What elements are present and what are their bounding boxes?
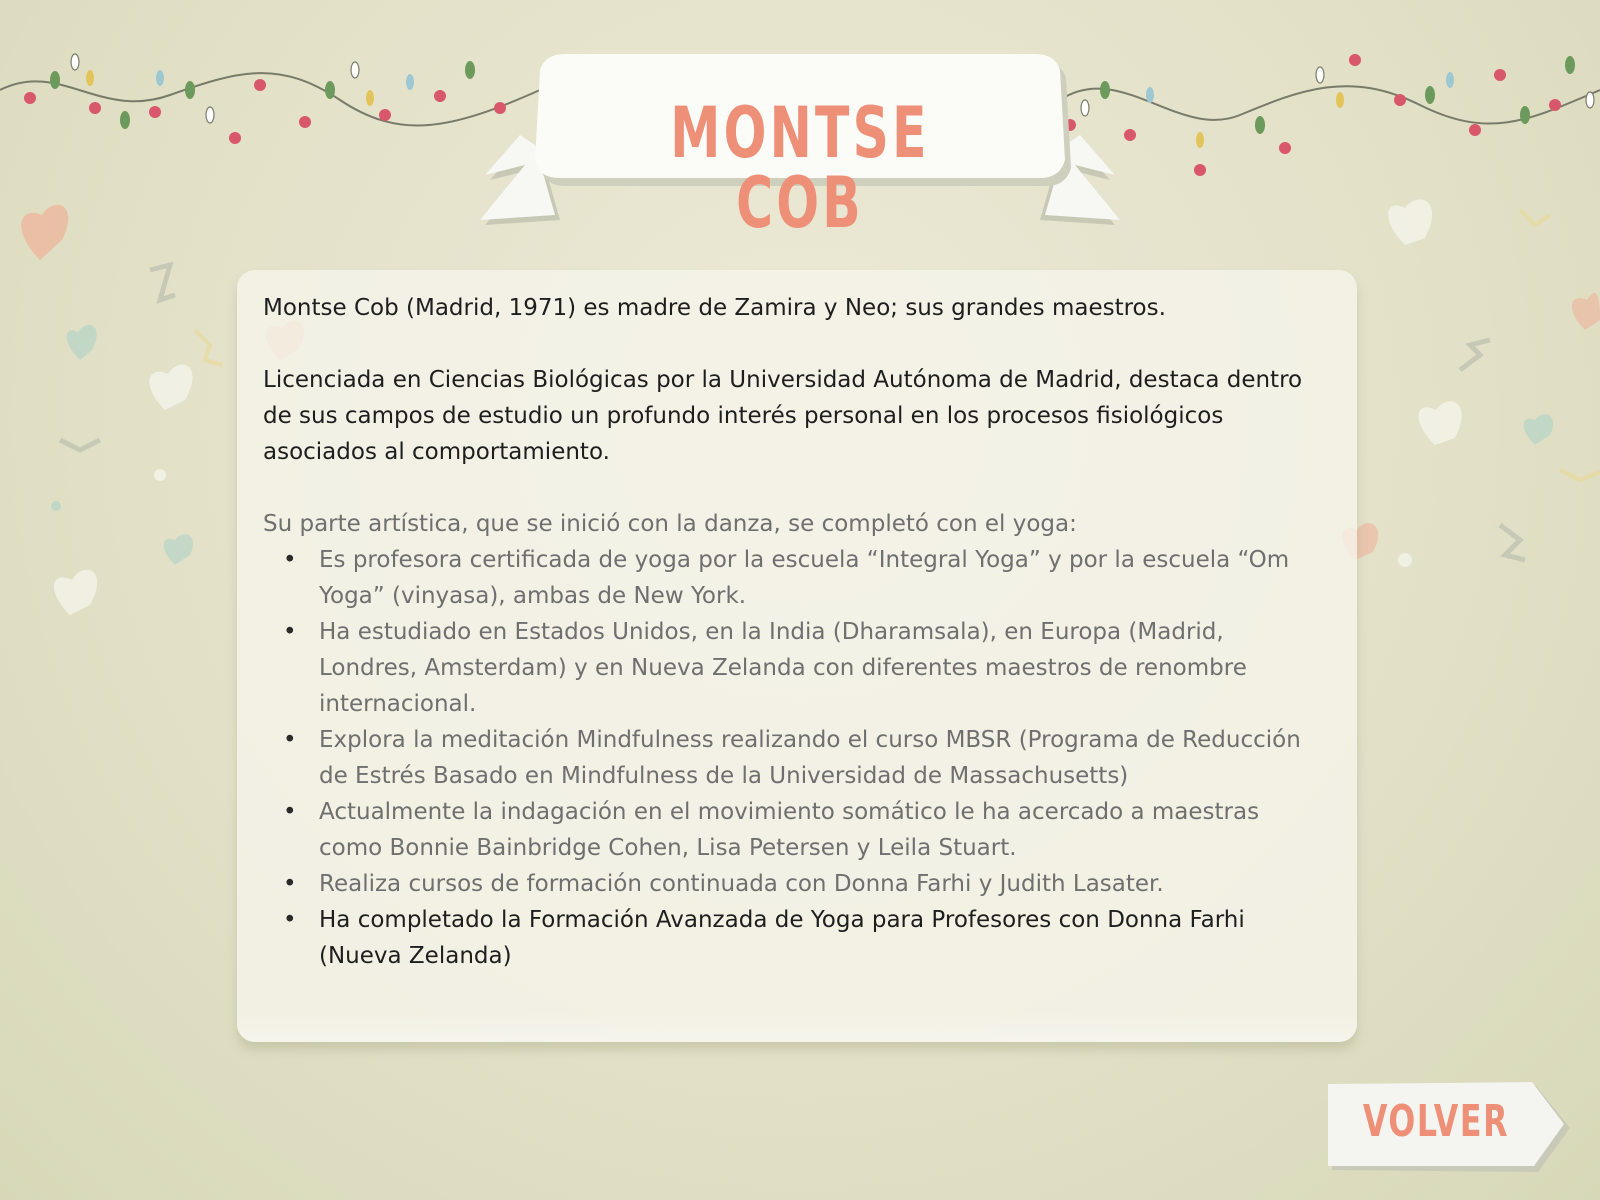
zigzag-decoration	[1500, 525, 1525, 560]
bio-list	[263, 542, 1323, 974]
bullet-icon	[283, 722, 297, 758]
zigzag-decoration	[195, 330, 222, 365]
list-item	[319, 722, 1323, 794]
list-item	[319, 902, 1323, 974]
bullet-icon	[283, 866, 297, 902]
list-item	[319, 794, 1323, 866]
bullet-icon	[283, 902, 297, 938]
zigzag-decoration	[1460, 340, 1490, 370]
bullet-icon	[283, 542, 297, 578]
heart-icon	[164, 534, 193, 565]
dot-decoration	[154, 469, 166, 481]
heart-icon	[21, 205, 68, 260]
list-item	[319, 866, 1323, 902]
heart-icon	[1419, 401, 1462, 445]
heart-icon	[149, 365, 192, 410]
zigzag-decoration	[60, 440, 100, 450]
list-item	[319, 542, 1323, 614]
list-item-text: Ha completado la Formación Avanzada de Yoga para Profesores con Donna Farhi (Nueva Zelanda)	[319, 907, 1245, 969]
bullet-icon	[283, 614, 297, 650]
zigzag-decoration	[1520, 210, 1550, 225]
bio-text	[263, 290, 1323, 1010]
list-item-text: Explora la meditación Mindfulness realizando el curso MBSR (Programa de Reducción de Estrés Basado en Mindfulness de la Universidad de Massachusetts)	[319, 727, 1301, 789]
bio-panel[interactable]	[237, 270, 1357, 1042]
dot-decoration	[1398, 553, 1412, 567]
heart-icon	[54, 570, 97, 615]
title-banner	[470, 50, 1130, 244]
bio-intro: Montse Cob (Madrid, 1971) es madre de Zamira y Neo; sus grandes maestros.	[263, 295, 1166, 321]
scroll-fade	[237, 1012, 1357, 1042]
bullet-icon	[283, 794, 297, 830]
back-button[interactable]	[1326, 1082, 1576, 1172]
list-item-text: Realiza cursos de formación continuada con Donna Farhi y Judith Lasater.	[319, 871, 1164, 897]
list-item-text: Actualmente la indagación en el movimiento somático le ha acercado a maestras como Bonnie Bainbridge Cohen, Lisa Petersen y Leila Stuart.	[319, 799, 1260, 861]
heart-icon	[1524, 414, 1553, 445]
zigzag-decoration	[150, 265, 175, 300]
list-item-text: Es profesora certificada de yoga por la escuela “Integral Yoga” y por la escuela “Om Yoga” (vinyasa), ambas de New York.	[319, 547, 1290, 609]
heart-icon	[67, 325, 97, 360]
list-item	[319, 614, 1323, 722]
bio-artistic-intro: Su parte artística, que se inició con la danza, se completó con el yoga:	[263, 511, 1077, 537]
dot-decoration	[51, 501, 61, 511]
page-title: MONTSE COB	[670, 92, 930, 244]
zigzag-decoration	[1560, 470, 1600, 480]
list-item-text: Ha estudiado en Estados Unidos, en la India (Dharamsala), en Europa (Madrid, Londres, Amsterdam) y en Nueva Zelanda con diferentes maestros de renombre internacional.	[319, 619, 1247, 717]
heart-icon	[1572, 293, 1600, 330]
bio-education: Licenciada en Ciencias Biológicas por la Universidad Autónoma de Madrid, destaca dentro de sus campos de estudio un profundo interés personal en los procesos fisiológicos asociados al comportamiento.	[263, 367, 1303, 465]
back-button-label: VOLVER	[1362, 1096, 1510, 1147]
